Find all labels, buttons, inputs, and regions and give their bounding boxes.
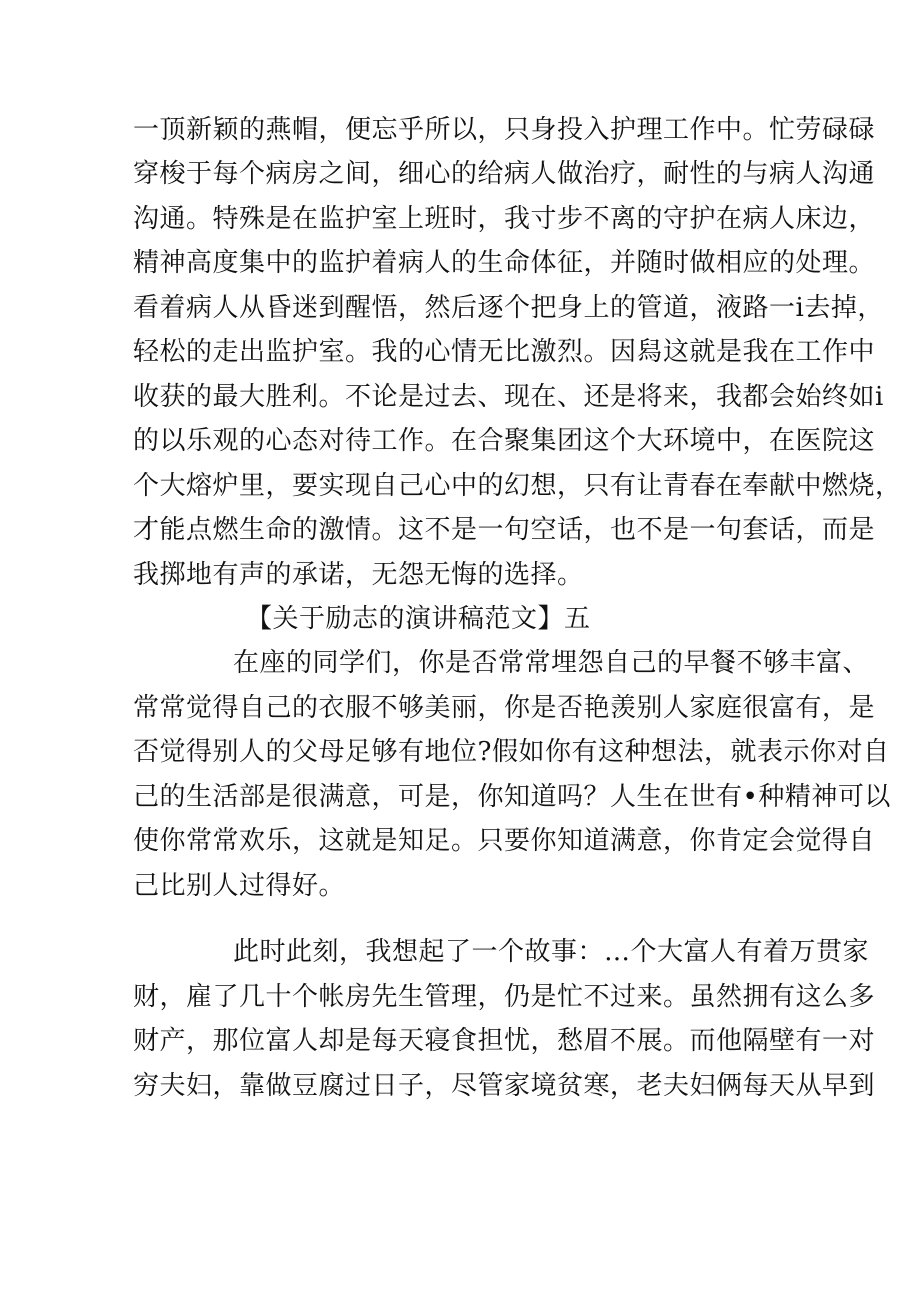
- text-line: 穷夫妇，靠做豆腐过日子，尽管家境贫寒，老夫妇俩每天从早到: [133, 1071, 876, 1101]
- text-line: 精神高度集中的监护着病人的生命体征，并随时做相应的处理。: [133, 248, 876, 278]
- text-line: 常常觉得自己的衣服不够美丽，你是否艳羡别人家庭很富有，是: [133, 693, 876, 723]
- text-line: 己比别人过得好。: [133, 871, 346, 901]
- text-line: 使你常常欢乐，这就是知足。只要你知道满意，你肯定会觉得自: [133, 826, 876, 856]
- text-line: 财，雇了几十个帐房先生管理，仍是忙不过来。虽然拥有这么多: [133, 982, 876, 1012]
- text-line: 看着病人从昏迷到醒悟，然后逐个把身上的管道，液路一i去掉，: [133, 293, 884, 323]
- text-line: 财产，那位富人却是每天寝食担忧，愁眉不展。而他隔壁有一对: [133, 1026, 876, 1056]
- text-line: 的以乐观的心态对待工作。在合聚集团这个大环境中，在医院这: [133, 426, 876, 456]
- text-line: 己的生活部是很满意，可是，你知道吗？人生在世有•种精神可以: [133, 782, 891, 812]
- text-line: 我掷地有声的承诺，无怨无悔的选择。: [133, 560, 584, 590]
- text-line: 否觉得别人的父母足够有地位?假如你有这种想法，就表示你对自: [133, 737, 890, 767]
- text-line: 收获的最大胜利。不论是过去、现在、还是将来，我都会始终如i: [133, 382, 884, 412]
- section-heading: 【关于励志的演讲稿范文】五: [246, 604, 591, 634]
- text-line: 沟通。特殊是在监护室上班时，我寸步不离的守护在病人床边，: [133, 204, 876, 234]
- text-line: 一顶新颖的燕帽，便忘乎所以，只身投入护理工作中。忙劳碌碌: [133, 115, 876, 145]
- text-line: 个大熔炉里，要实现自己心中的幻想，只有让青春在奉献中燃烧，: [133, 471, 902, 501]
- text-line: 轻松的走出监护室。我的心情无比激烈。因舄这就是我在工作中: [133, 337, 876, 367]
- text-line: 在座的同学们，你是否常常埋怨自己的早餐不够丰富、: [233, 648, 870, 678]
- text-line: 才能点燃生命的激情。这不是一句空话，也不是一句套话，而是: [133, 515, 876, 545]
- text-line: 此时此刻，我想起了一个故事：…个大富人有着万贯家: [233, 937, 870, 967]
- text-line: 穿梭于每个病房之间，细心的给病人做治疗，耐性的与病人沟通: [133, 159, 876, 189]
